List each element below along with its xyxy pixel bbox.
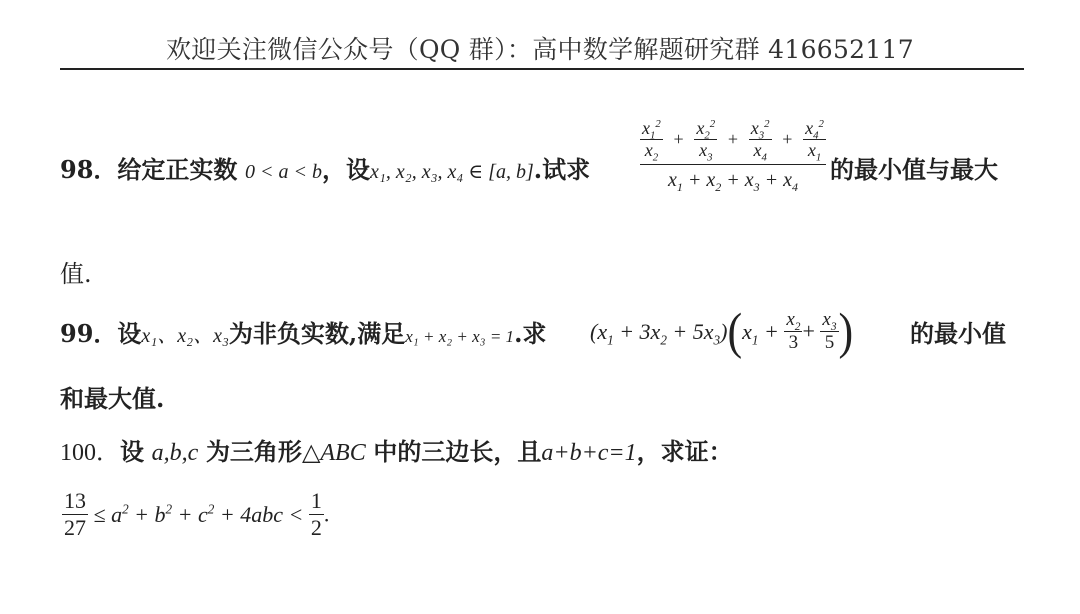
problem-98-vars: x₁, x₂, x₃, x₄ ∈ [a, b] bbox=[370, 161, 534, 183]
problem-100-vars: a,b,c bbox=[151, 440, 199, 466]
problem-98-number: 98． bbox=[60, 155, 118, 184]
problem-98-tail2: 值. bbox=[60, 260, 92, 288]
fraction-numerator: $\frac{x_1^2}{x_2}$ + $\frac{x_2^2}{x_3}$ + $\frac{x_3^2}{x_4}$ + $\frac{x_4^2}{x_1}$ bbox=[642, 118, 824, 164]
problem-99-ask: .求 bbox=[514, 319, 547, 348]
problem-100-inequality: $\frac{13}{27}$ ≤ $a^2 + b^2 + c^2 + 4abc$ < $\frac{1}{2}$ . bbox=[64, 488, 330, 540]
problem-99-intro: 设 bbox=[117, 319, 142, 348]
problem-100 bbox=[60, 437, 733, 466]
problem-99-number: 99． bbox=[60, 319, 118, 348]
problem-98-ask: .试求 bbox=[533, 155, 591, 184]
problem-100-mid2: 中的三边长，且 bbox=[373, 437, 542, 466]
problem-100-mid: 为三角形 bbox=[205, 437, 302, 466]
problem-99-tail2: 和最大值. bbox=[60, 384, 165, 413]
problem-99-vars: x₁、x₂、x₃ bbox=[141, 325, 229, 347]
header-divider bbox=[60, 68, 1024, 70]
problem-98-condition: 0 < a < b bbox=[245, 161, 323, 183]
problem-100-condition: a+b+c=1 bbox=[541, 440, 637, 466]
problem-100-intro: 设 bbox=[120, 437, 144, 466]
problem-99-expression: $(x_1 + 3x_2 + 5x_3)(x_1$ + $\frac{x_2}{3}$ + $\frac{x_3}{5}$ ) bbox=[590, 303, 854, 360]
page-header: 欢迎关注微信公众号（QQ 群）：高中数学解题研究群 416652117 bbox=[165, 35, 915, 64]
problem-98-comma: ，设 bbox=[322, 155, 371, 184]
problem-99-tail: 的最小值 bbox=[910, 319, 1006, 348]
problem-100-triangle: △ABC bbox=[301, 440, 366, 466]
problem-99-cond-text: 为非负实数,满足 bbox=[228, 319, 406, 348]
problem-100-tail: ，求证： bbox=[636, 437, 733, 466]
problem-98-fraction bbox=[640, 118, 826, 192]
problem-98-intro: 给定正实数 bbox=[117, 155, 238, 184]
problem-98 bbox=[60, 155, 591, 184]
problem-99-condition: x₁ + x₂ + x₃ = 1 bbox=[405, 327, 515, 346]
problem-99 bbox=[60, 319, 547, 348]
fraction-bar bbox=[640, 164, 826, 165]
problem-100-number: 100． bbox=[60, 440, 120, 466]
problem-98-tail: 的最小值与最大 bbox=[830, 155, 998, 184]
fraction-denominator: $x_1 + x_2 + x_3 + x_4$ bbox=[667, 169, 798, 194]
